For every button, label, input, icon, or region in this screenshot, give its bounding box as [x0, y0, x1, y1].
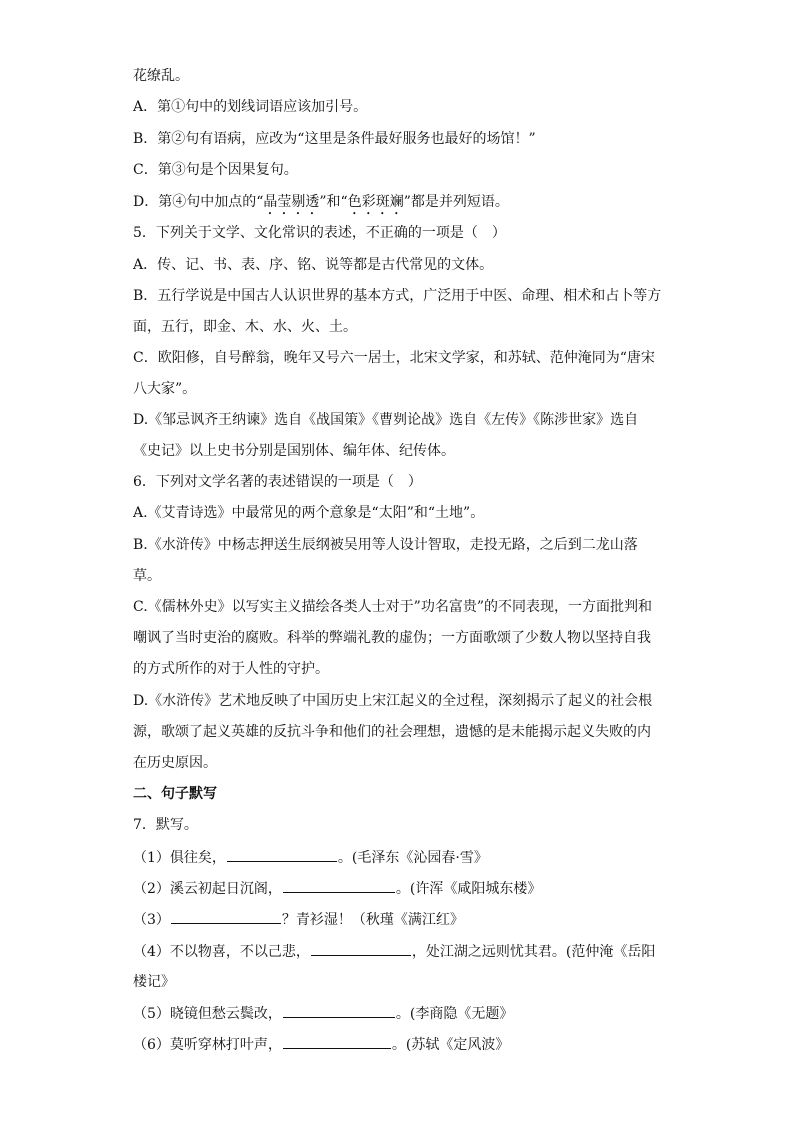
- option-c-q6-line1: C.《儒林外史》以写实主义描绘各类人士对于”功名富贵”的不同表现，一方面批判和: [133, 599, 652, 615]
- text-segment: 。(毛泽东《沁园春·雪》: [337, 850, 488, 866]
- text-segment: （6）莫听穿林打叶声，: [133, 1037, 282, 1053]
- dictation-item-2: [133, 878, 541, 899]
- text-segment: ”都是并列短语。: [403, 194, 509, 210]
- question-6: 6．下列对文学名著的表述错误的一项是（ ）: [133, 474, 422, 490]
- text-segment: （1）俱往矣，: [133, 850, 226, 866]
- option-b-q5-line2: 面，五行，即金、木、水、火、土。: [133, 319, 357, 335]
- answer-blank[interactable]: [283, 878, 395, 893]
- answer-blank[interactable]: [227, 847, 337, 862]
- option-b-q6-line2: 草。: [133, 568, 161, 584]
- dictation-item-4-line1: [133, 941, 655, 962]
- text-segment: （4）不以物喜，不以己悲，: [133, 944, 310, 960]
- question-5: 5．下列关于文学、文化常识的表述，不正确的一项是（ ）: [133, 225, 506, 241]
- option-c-q5-line1: C．欧阳修，自号醉翁，晚年又号六一居士，北宋文学家，和苏轼、范仲淹同为“唐宋: [133, 350, 655, 366]
- option-d-q6-line2: 源，歌颂了起义英雄的反抗斗争和他们的社会理想，遗憾的是未能揭示起义失败的内: [133, 724, 651, 740]
- dotted-phrase: 色彩斑斓: [347, 194, 404, 210]
- option-c-q6-line3: 的方式所作的对于人性的守护。: [133, 661, 329, 677]
- option-d-q5-line2: 《史记》以上史书分别是国别体、编年体、纪传体。: [133, 443, 455, 459]
- option-d-q6-line3: 在历史原因。: [133, 755, 217, 771]
- option-b-q4: B．第②句有语病，应改为“这里是条件最好服务也最好的场馆！”: [133, 131, 536, 147]
- dictation-item-5: [133, 1003, 513, 1024]
- option-a-q6: A.《艾青诗选》中最常见的两个意象是“太阳”和“土地”。: [133, 505, 485, 521]
- dictation-item-4-line2: 楼记》: [133, 974, 175, 990]
- text-segment: （3）: [133, 912, 170, 928]
- option-d-q5-line1: D.《邹忌讽齐王纳谏》选自《战国策》《曹刿论战》选自《左传》《陈涉世家》选自: [133, 412, 639, 428]
- text-segment: D．第④句中加点的“: [133, 194, 264, 210]
- text-segment: ，处江湖之远则忧其君。(范仲淹《岳阳: [411, 944, 656, 960]
- text-segment: ”和“: [319, 194, 348, 210]
- dictation-item-3: [133, 909, 464, 930]
- option-a-q4: A．第①句中的划线词语应该加引号。: [133, 99, 368, 115]
- option-b-q5-line1: B．五行学说是中国古人认识世界的基本方式，广泛用于中医、命理、相术和占卜等方: [133, 288, 662, 304]
- dotted-phrase: 晶莹剔透: [263, 194, 320, 210]
- dictation-item-6: [133, 1034, 509, 1055]
- option-d-q6-line1: D.《水浒传》艺术地反映了中国历史上宋江起义的全过程，深刻揭示了起义的社会根: [133, 693, 653, 709]
- text-segment: ？青衫湿！（秋瑾《满江红》: [281, 912, 464, 928]
- option-c-q5-line2: 八大家”。: [133, 381, 197, 397]
- text-segment: 。(苏轼《定风波》: [391, 1037, 510, 1053]
- answer-blank[interactable]: [283, 1034, 391, 1049]
- dictation-item-1: [133, 847, 488, 868]
- answer-blank[interactable]: [311, 941, 411, 956]
- option-c-q4: C．第③句是个因果复句。: [133, 162, 298, 178]
- text-segment: 。(李商隐《无题》: [395, 1006, 514, 1022]
- section-heading: 二、句子默写: [133, 786, 217, 802]
- question-7: 7．默写。: [133, 817, 198, 833]
- text-line: 花缭乱。: [133, 68, 189, 84]
- text-segment: （5）晓镜但愁云鬓改，: [133, 1006, 282, 1022]
- option-c-q6-line2: 嘲讽了当时吏治的腐败。科举的弊端礼教的虚伪；一方面歌颂了少数人物以坚持自我: [133, 630, 651, 646]
- answer-blank[interactable]: [171, 909, 281, 924]
- option-a-q5: A．传、记、书、表、序、铭、说等都是古代常见的文体。: [133, 257, 494, 273]
- answer-blank[interactable]: [283, 1003, 395, 1018]
- option-b-q6-line1: B.《水浒传》中杨志押送生辰纲被吴用等人设计智取，走投无路，之后到二龙山落: [133, 537, 638, 553]
- text-segment: （2）溪云初起日沉阁，: [133, 881, 282, 897]
- text-segment: 。(许浑《咸阳城东楼》: [395, 881, 542, 897]
- option-d-q4: [133, 192, 509, 218]
